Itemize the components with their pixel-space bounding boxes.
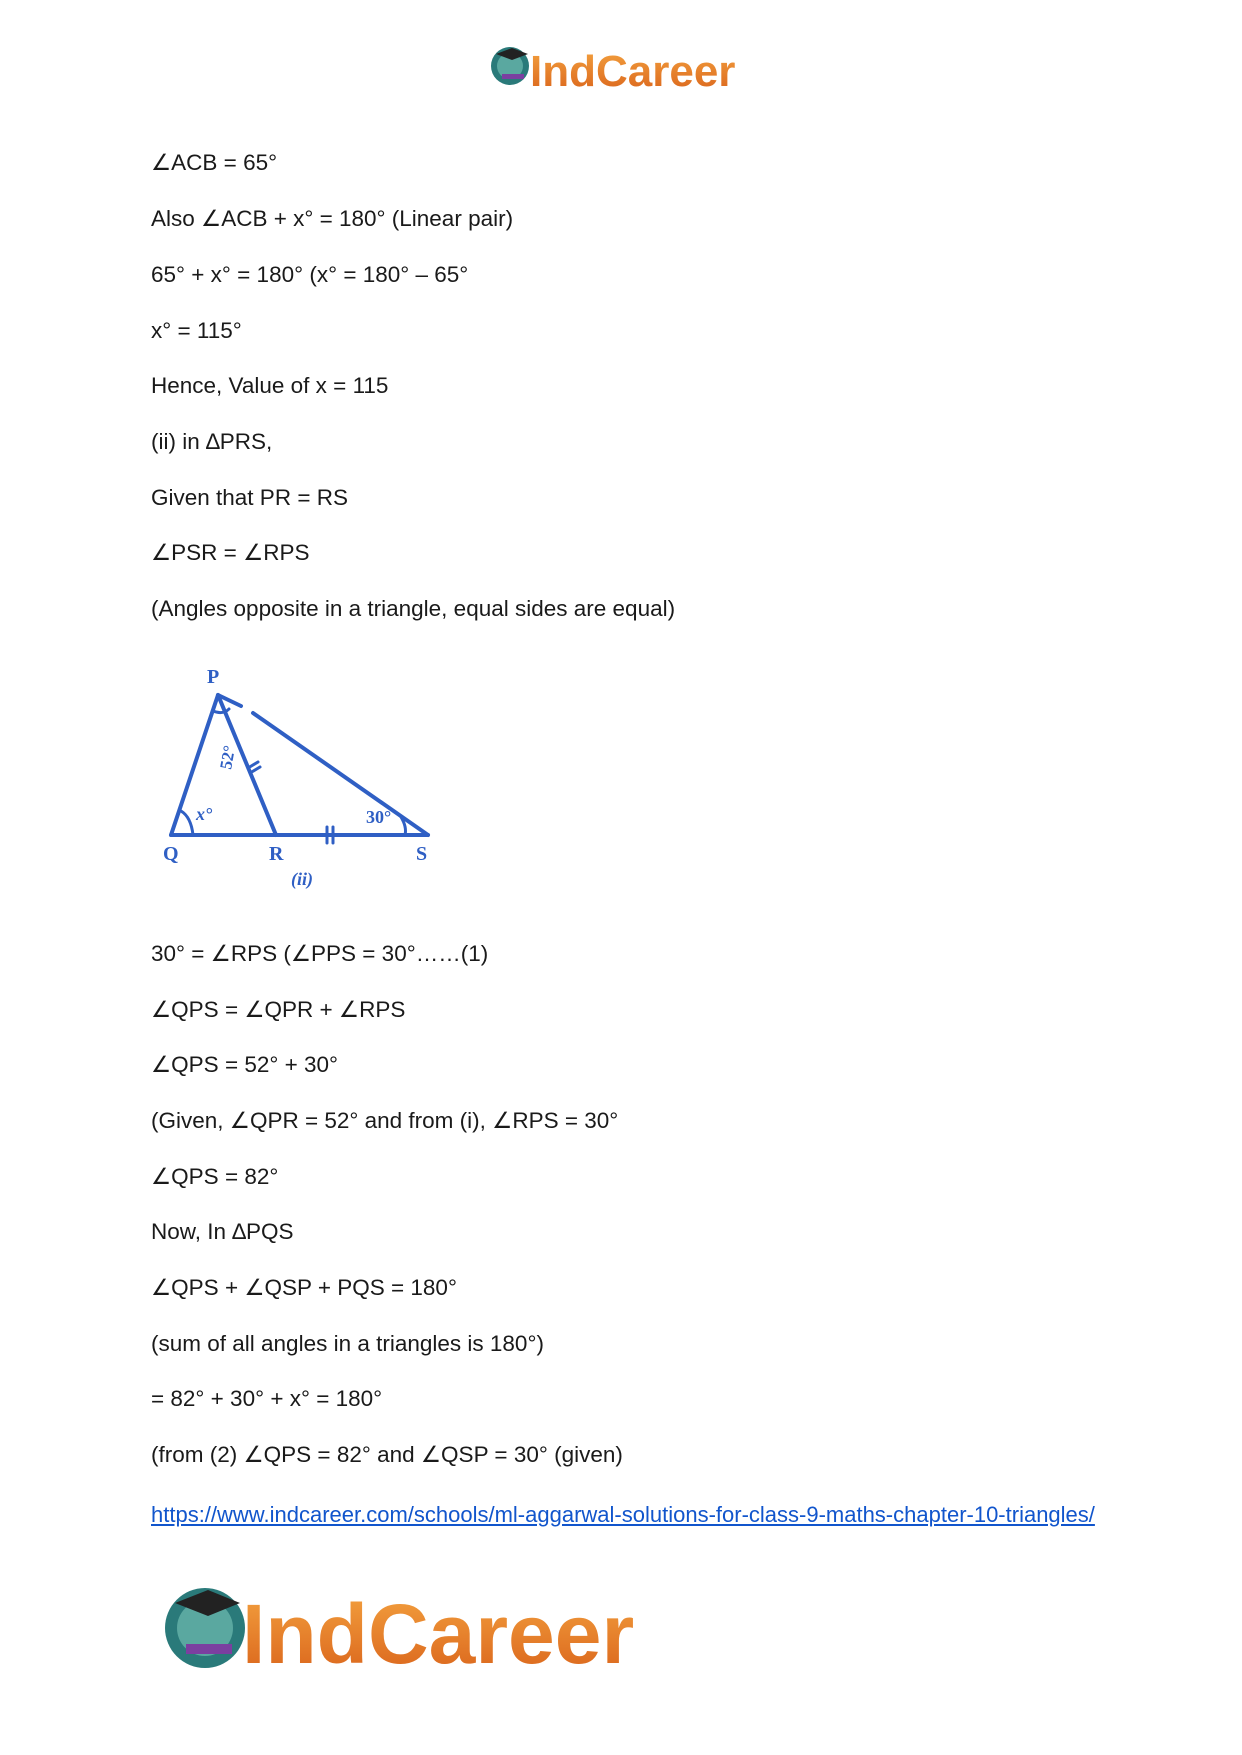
text-line: Now, In ∆PQS: [151, 1219, 294, 1244]
angle-label-q: x°: [196, 804, 213, 824]
text-line: (from (2) ∠QPS = 82° and ∠QSP = 30° (given): [151, 1442, 623, 1467]
text-line: ∠QPS = ∠QPR + ∠RPS: [151, 997, 406, 1022]
indcareer-logo-top: [488, 40, 768, 100]
text-line: (Given, ∠QPR = 52° and from (i), ∠RPS = 30°: [151, 1108, 619, 1133]
logo-text: IndCareer: [530, 47, 736, 96]
angle-arc-p: [213, 709, 229, 713]
text-line: (ii) in ∆PRS,: [151, 429, 273, 454]
text-line: ∠PSR = ∠RPS: [151, 540, 310, 565]
triangle-figure: [151, 655, 461, 900]
angle-arc-q: [181, 811, 193, 835]
figure-caption: (ii): [291, 869, 313, 889]
globe-icon: [165, 1588, 245, 1668]
text-line: ∠QPS + ∠QSP + PQS = 180°: [151, 1275, 457, 1300]
text-line: x° = 115°: [151, 318, 242, 343]
text-line: ∠QPS = 82°: [151, 1164, 279, 1189]
angle-label-p: 52°: [216, 743, 240, 771]
text-line: ∠QPS = 52° + 30°: [151, 1052, 339, 1077]
text-line: Also ∠ACB + x° = 180° (Linear pair): [151, 206, 514, 231]
vertex-label-r: R: [269, 843, 284, 865]
tick-pr-2: [250, 767, 260, 773]
logo-text: IndCareer: [242, 1587, 635, 1678]
source-link[interactable]: https://www.indcareer.com/schools/ml-aggarwal-solutions-for-class-9-maths-chapter-10-triangles/: [151, 1502, 1095, 1527]
text-line: Hence, Value of x = 115: [151, 373, 389, 398]
globe-icon: [491, 47, 529, 85]
angle-label-s: 30°: [366, 807, 392, 827]
vertex-label-p: P: [207, 666, 220, 688]
text-line: (Angles opposite in a triangle, equal sides are equal): [151, 596, 676, 621]
tick-pr: [248, 762, 258, 768]
vertex-label-q: Q: [163, 843, 179, 865]
text-line: 30° = ∠RPS (∠PPS = 30°……(1): [151, 941, 489, 966]
text-line: (sum of all angles in a triangles is 180°): [151, 1331, 544, 1356]
text-line: ∠ACB = 65°: [151, 150, 278, 175]
text-line: Given that PR = RS: [151, 485, 348, 510]
text-line: = 82° + 30° + x° = 180°: [151, 1386, 383, 1411]
vertex-label-s: S: [416, 843, 428, 865]
text-line: 65° + x° = 180° (x° = 180° – 65°: [151, 262, 469, 287]
indcareer-logo-bottom: [160, 1578, 700, 1678]
